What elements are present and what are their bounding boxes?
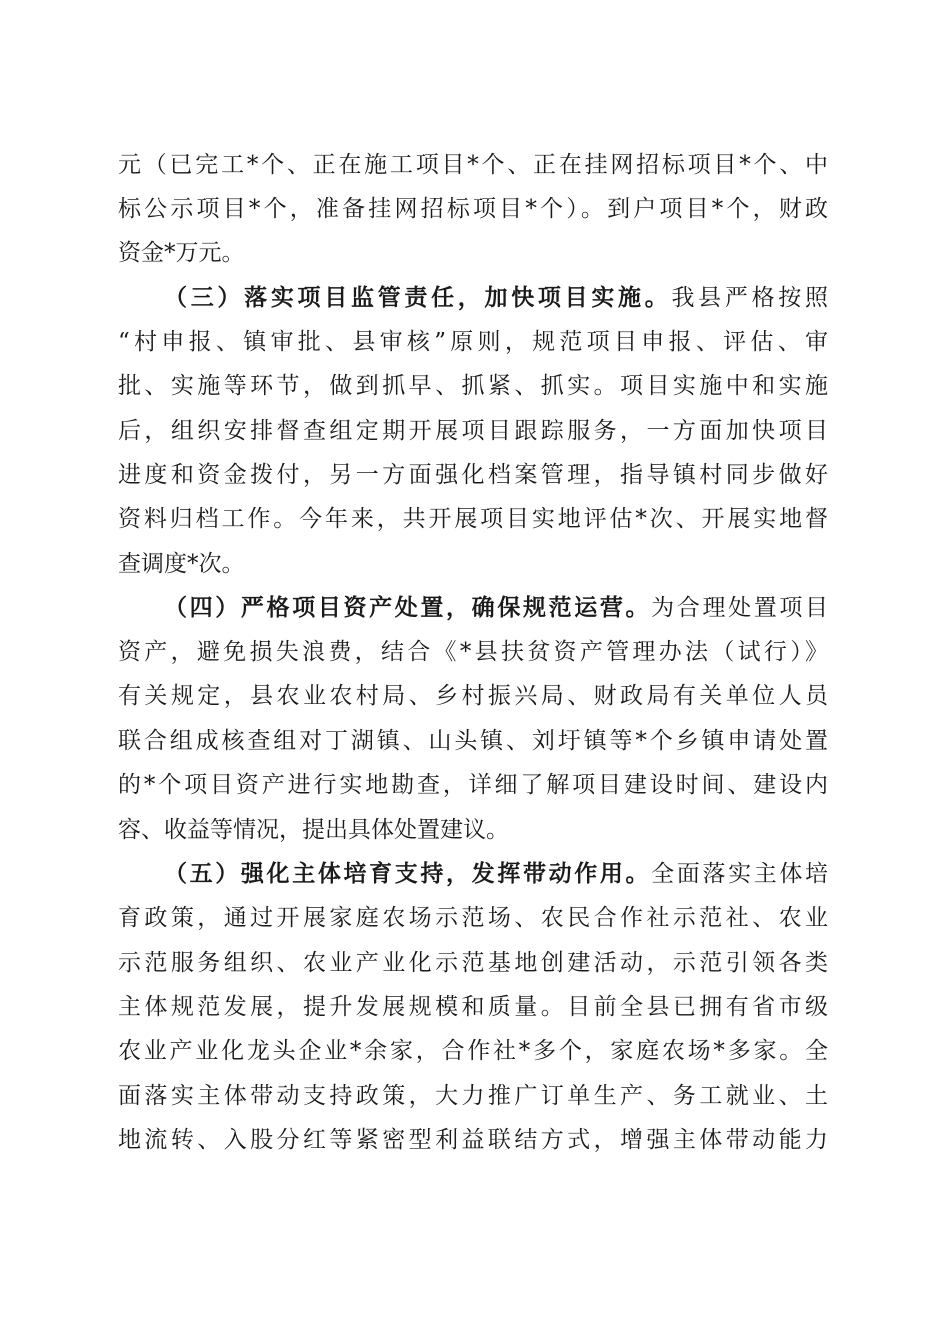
- p3-line-3: 有关规定，县农业农村局、乡村振兴局、财政局有关单位人员: [118, 683, 828, 709]
- p3-line-1-text: 为合理处置项目: [651, 595, 829, 621]
- p4-line-6: 面落实主体带动支持政策，大力推广订单生产、务工就业、土: [118, 1083, 828, 1109]
- p3-line-2: 资产，避免损失浪费，结合《*县扶贫资产管理办法（试行）》: [118, 639, 828, 665]
- p4-line-2: 育政策，通过开展家庭农场示范场、农民合作社示范社、农业: [118, 905, 828, 931]
- p2-line-1-text: 我县严格按照: [671, 285, 829, 311]
- p2-heading: （三）落实项目监管责任，加快项目实施。: [164, 285, 672, 311]
- p4-heading: （五）强化主体培育支持，发挥带动作用。: [164, 861, 652, 887]
- p1-line-1: 元（已完工*个、正在施工项目*个、正在挂网招标项目*个、中: [118, 152, 828, 178]
- p4-line-7: 地流转、入股分红等紧密型利益联结方式，增强主体带动能力: [118, 1127, 828, 1153]
- p3-line-4: 联合组成核查组对丁湖镇、山头镇、刘圩镇等*个乡镇申请处置: [118, 728, 828, 754]
- p2-line-1: [164, 278, 828, 318]
- p2-line-6: 资料归档工作。今年来，共开展项目实地评估*次、开展实地督: [118, 506, 828, 532]
- p4-line-3: 示范服务组织、农业产业化示范基地创建活动，示范引领各类: [118, 950, 828, 976]
- p1-line-2: 标公示项目*个，准备挂网招标项目*个）。到户项目*个，财政: [118, 196, 828, 222]
- p2-line-2: “村申报、镇审批、县审核”原则，规范项目申报、评估、审: [118, 329, 828, 355]
- p4-line-1: [164, 854, 828, 894]
- p3-line-5: 的*个项目资产进行实地勘查，详细了解项目建设时间、建设内: [118, 772, 828, 798]
- p3-line-1: [164, 588, 828, 628]
- p2-line-4: 后，组织安排督查组定期开展项目跟踪服务，一方面加快项目: [118, 418, 828, 444]
- p3-line-6: 容、收益等情况，提出具体处置建议。: [118, 817, 509, 843]
- p4-line-5: 农业产业化龙头企业*余家，合作社*多个，家庭农场*多家。全: [118, 1038, 828, 1064]
- p2-line-7: 查调度*次。: [118, 551, 245, 577]
- p4-line-1-text: 全面落实主体培: [651, 861, 829, 887]
- p2-line-3: 批、实施等环节，做到抓早、抓紧、抓实。项目实施中和实施: [118, 373, 828, 399]
- p4-line-4: 主体规范发展，提升发展规模和质量。目前全县已拥有省市级: [118, 994, 828, 1020]
- p2-line-5: 进度和资金拨付，另一方面强化档案管理，指导镇村同步做好: [118, 462, 828, 488]
- p1-line-3: 资金*万元。: [118, 240, 245, 266]
- p3-heading: （四）严格项目资产处置，确保规范运营。: [164, 595, 652, 621]
